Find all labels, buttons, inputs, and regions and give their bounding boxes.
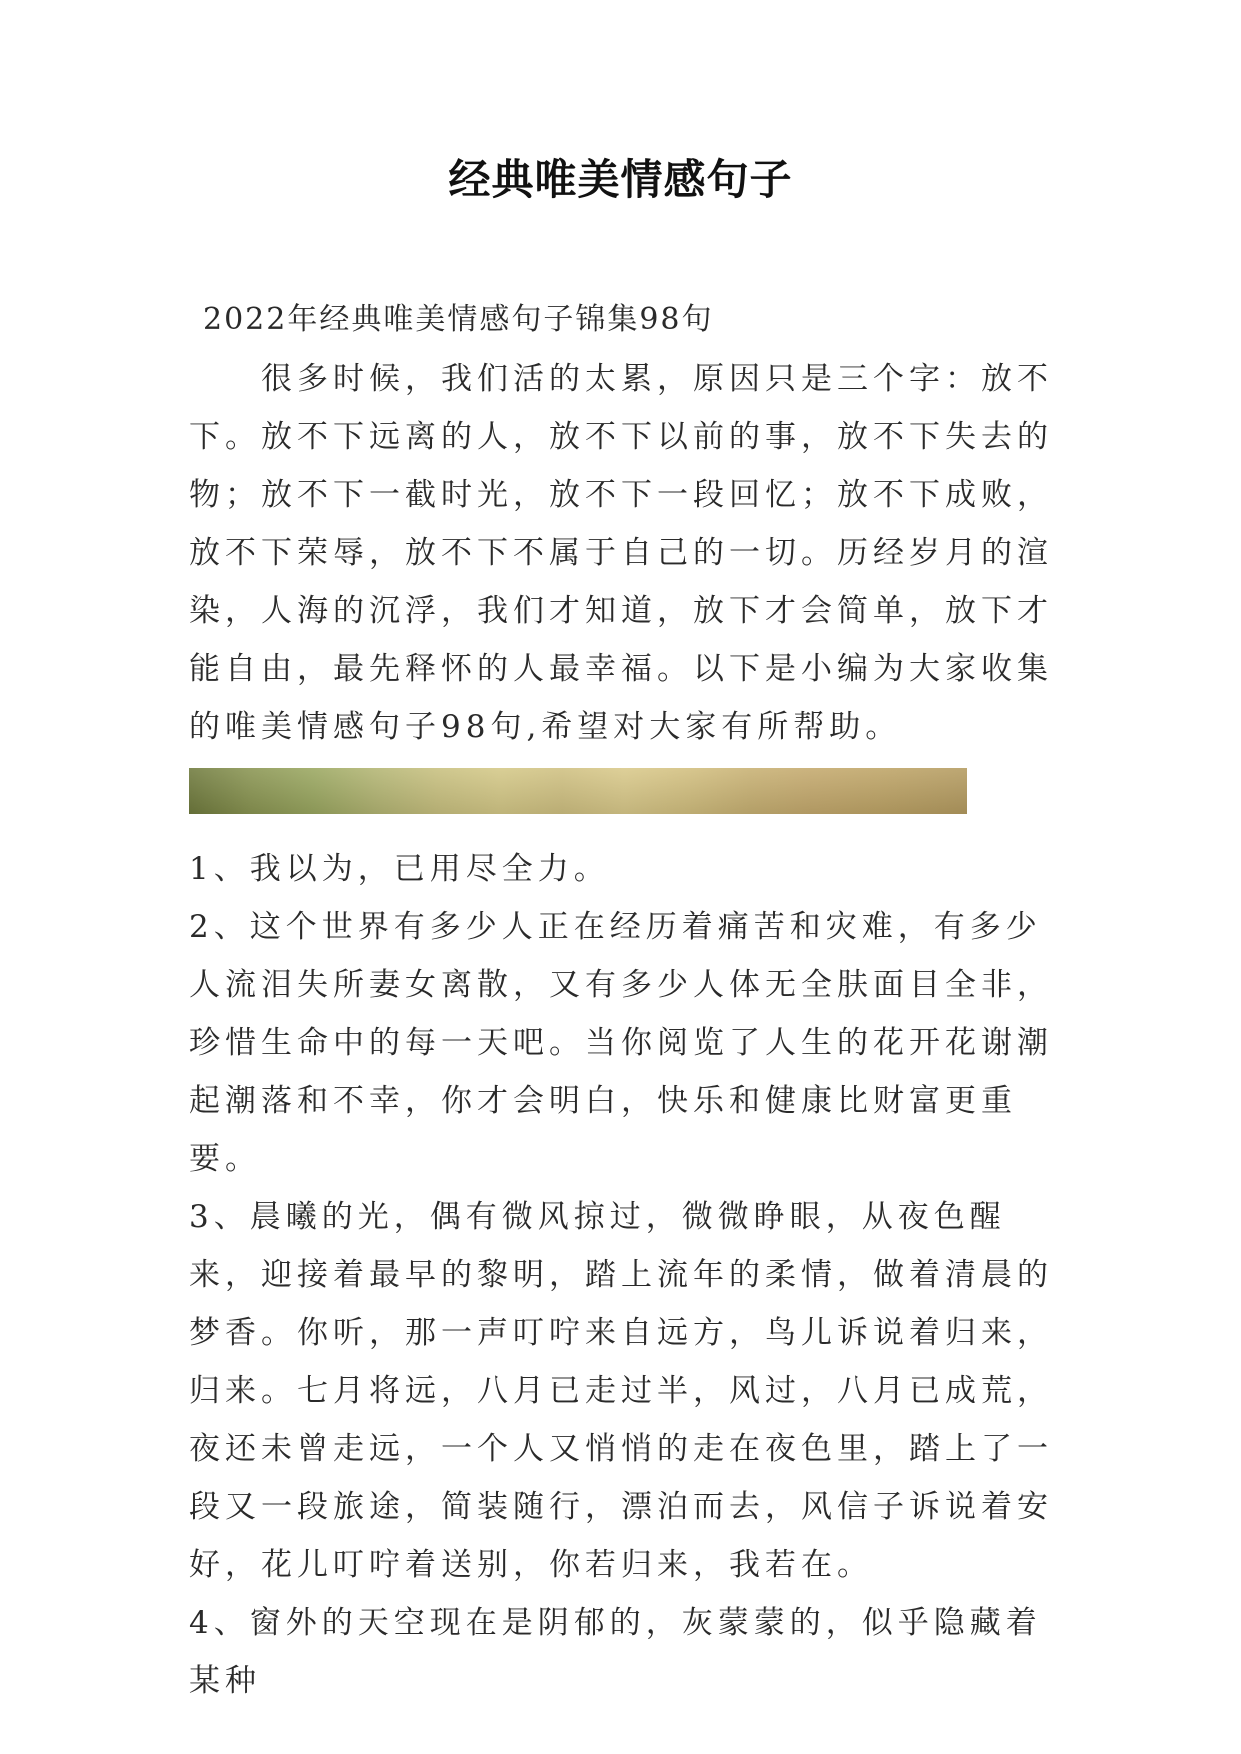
document-title: 经典唯美情感句子: [448, 155, 793, 204]
list-item: 1、我以为，已用尽全力。: [189, 851, 610, 887]
list-item: 4、窗外的天空现在是阴郁的，灰蒙蒙的，似乎隐藏着某种: [189, 1605, 1042, 1699]
intro-paragraph: 很多时候，我们活的太累，原因只是三个字：放不下。放不下远离的人，放不下以前的事，放不下失去的物；放不下一截时光，放不下一段回忆；放不下成败，放不下荣辱，放不下不属于自己的一切。历经岁月的渲染，人海的沉浮，我们才知道，放下才会简单，放下才能自由，最先释怀的人最幸福。以下是小编为大家收集的唯美情感句子98句,希望对大家有所帮助。: [189, 361, 1053, 745]
list-item: 3、晨曦的光，偶有微风掠过，微微睁眼，从夜色醒来，迎接着最早的黎明，踏上流年的柔情，做着清晨的梦香。你听，那一声叮咛来自远方，鸟儿诉说着归来，归来。七月将远，八月已走过半，风过，八月已成荒，夜还未曾走远，一个人又悄悄的走在夜色里，踏上了一段又一段旅途，简装随行，漂泊而去，风信子诉说着安好，花儿叮咛着送别，你若归来，我若在。: [189, 1199, 1053, 1583]
decorative-banner-image: [189, 768, 967, 814]
document-body: [189, 290, 1069, 1710]
list-item: 2、这个世界有多少人正在经历着痛苦和灾难，有多少人流泪失所妻女离散，又有多少人体无全肤面目全非，珍惜生命中的每一天吧。当你阅览了人生的花开花谢潮起潮落和不幸，你才会明白，快乐和健康比财富更重要。: [189, 909, 1053, 1177]
document-subtitle: 2022年经典唯美情感句子锦集98句: [203, 302, 714, 337]
